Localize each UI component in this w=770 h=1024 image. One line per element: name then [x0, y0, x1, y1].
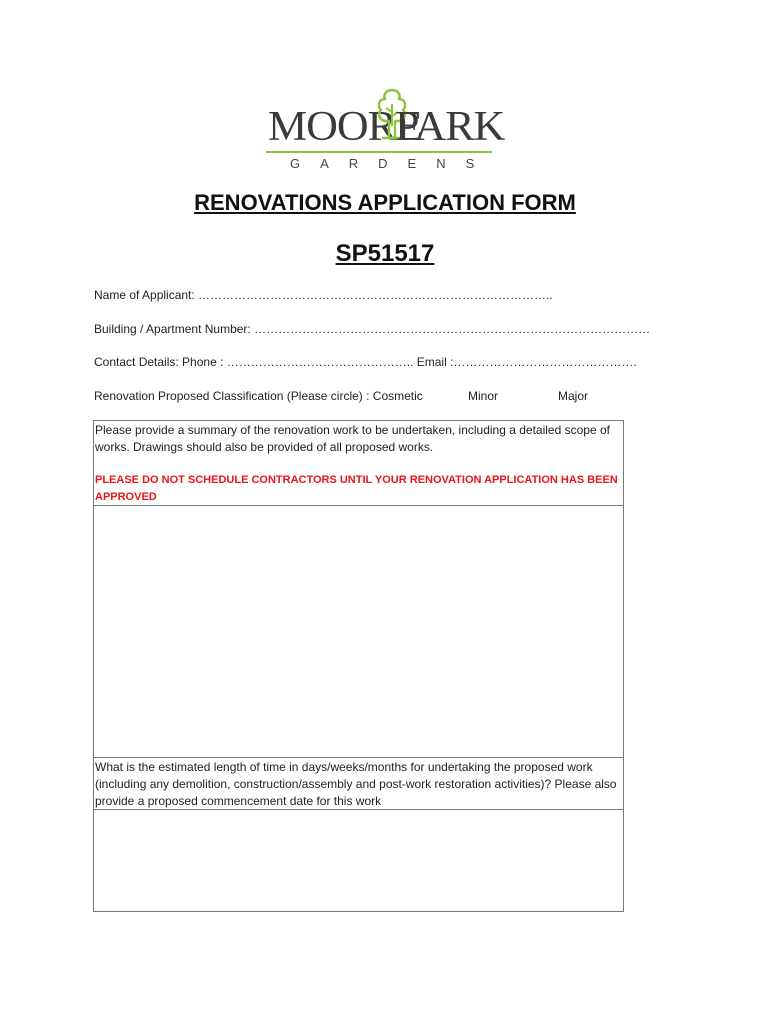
classification-field[interactable]: Renovation Proposed Classification (Please circle) : Cosmetic [94, 389, 423, 403]
apartment-number-field[interactable]: Building / Apartment Number: ……………………………………………………………………………………… [94, 322, 651, 336]
summary-answer-area[interactable] [93, 505, 624, 758]
form-title: RENOVATIONS APPLICATION FORM [194, 190, 576, 215]
summary-prompt-cell [93, 420, 624, 506]
classification-option-major[interactable]: Major [558, 389, 589, 403]
timeframe-answer-area[interactable] [93, 809, 624, 912]
timeframe-prompt-cell [93, 757, 624, 810]
logo-word-park: PARK [395, 103, 505, 150]
contact-details-field[interactable]: Contact Details: Phone : ……………………………………….. Email :………………………………………. [94, 355, 637, 369]
applicant-name-field[interactable]: Name of Applicant: …………………………………………………………………………….. [94, 288, 553, 302]
summary-prompt-text: Please provide a summary of the renovation work to be undertaken, including a detailed scope of works. Drawings should also be provided of all proposed works. [95, 423, 610, 454]
classification-option-minor[interactable]: Minor [468, 389, 499, 403]
scheme-number: SP51517 [335, 240, 435, 267]
contractor-warning: PLEASE DO NOT SCHEDULE CONTRACTORS UNTIL YOUR RENOVATION APPLICATION HAS BEEN APPROVED [95, 474, 618, 503]
logo-word-moore: MOORE [268, 103, 422, 150]
moore-park-gardens-logo [266, 86, 505, 172]
logo-underline [266, 151, 492, 153]
logo-subtitle: GARDENS [290, 156, 495, 171]
timeframe-prompt-text: What is the estimated length of time in days/weeks/months for undertaking the proposed work (including any demolition, construction/assembly and post-work restoration activities)? Please also provide a proposed commencement date for this work [95, 760, 617, 808]
